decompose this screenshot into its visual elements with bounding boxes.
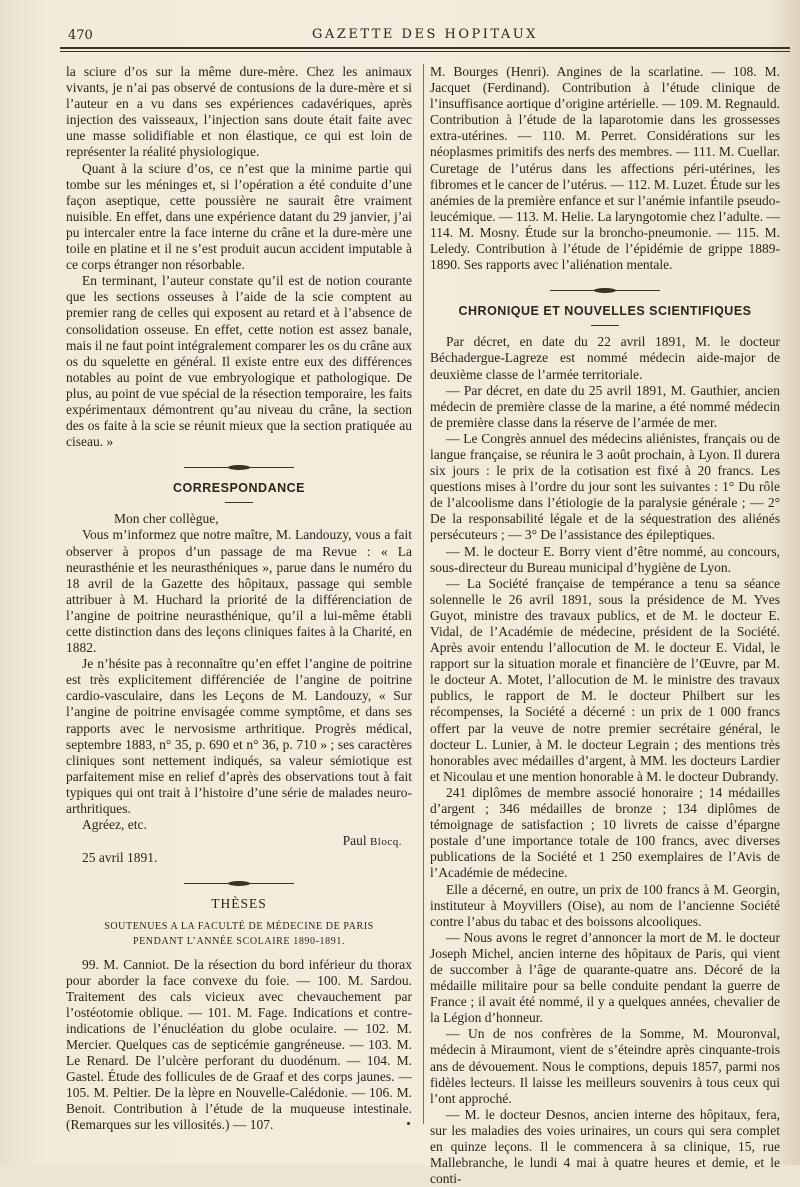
left-column — [66, 64, 412, 1134]
letter-closing: Agréez, etc. — [82, 817, 147, 833]
news-item: — M. le docteur E. Borry vient d’être nommé, au concours, sous-directeur du Bureau municipal d’hygiène de Lyon. — [430, 543, 780, 575]
article-paragraph: En terminant, l’auteur constate qu’il est de notion courante que les sections osseuses à l’aide de la scie comptent au premier rang de celles qui exposent au retard et à l’absence de consolidation osseuse. En effet, cette notion est assez banale, mais il ne faut point intégralement comparer les os du crâne aux os du squelette en général. Il existe entre eux des différences notables au point de vue embryologique et pathologique. De plus, au point de vue spécial de la résection temporaire, les faits expérimentaux démontrent qu’au niveau du crâne, la section des os faite à la scie se réunit mieux que la section pratiquée au ciseau. » — [66, 273, 413, 450]
title-underline — [591, 325, 619, 326]
theses-list: 99. M. Canniot. De la résection du bord inférieur du thorax pour aborder la face convexe du foie. — 100. M. Sardou. Traitement des cals vicieux avec chevauchement par l’ostéotomie oblique. — 101. M. Fage. Indications et contre-indications de l’énucléation du globe oculaire. — 102. M. Mercier. Quelques cas de septicémie gangréneuse. — 103. M. Le Renard. De l’ulcère perforant du duodénum. — 104. M. Gastel. Étude des follicules de de Graaf et des corps jaunes. — 105. M. Peltier. De la lèpre en Nouvelle-Calédonie. — 106. M. Benoit. Contribution à l’étude de la muqueuse intestinale. (Remarques sur les villosités.) — 107. — [66, 956, 412, 1133]
news-item: — Nous avons le regret d’annoncer la mort de M. le docteur Joseph Michel, ancien interne des hôpitaux de Paris, qui vient de succomber à l’âge de quarante-quatre ans. Décoré de la médaille militaire pour sa belle conduite pendant la guerre de France ; il avait été nommé, il y a quelques années, chevalier de la Légion d’honneur. — [430, 929, 780, 1026]
article-paragraph: Quant à la sciure d’os, ce n’est que la minime partie qui tombe sur les méninges et, si l’opération a été conduite d’une façon aseptique, cette poussière ne saurait être vraiment nuisible. En effet, dans une expérience datant du 29 janvier, j’ai pu intercaler entre la face interne du crâne et la dure-mère une toile en platine et il ne s’est produit aucun accident imputable à ce corps étranger non résorbable. — [66, 160, 412, 273]
news-item: Elle a décerné, en outre, un prix de 100 francs à M. Georgin, instituteur à Moyvillers (Oise), au nom de l’ancienne Société contre l’abus du tabac et des boissons alcooliques. — [430, 881, 780, 929]
section-title-chronique: CHRONIQUE ET NOUVELLES SCIENTIFIQUES — [458, 304, 752, 319]
theses-subtitle: SOUTENUES A LA FACULTÉ DE MÉDECINE DE PARIS PENDANT L’ANNÉE SCOLAIRE 1890-1891. — [104, 920, 374, 947]
letter-signature: Paul Blocq. — [342, 833, 402, 849]
page-number: 470 — [68, 28, 93, 43]
article-continuation: la sciure d’os sur la même dure-mère. Chez les animaux vivants, je n’ai pas observé de contusions de la dure-mère et si l’auteur en a vu dans ses expériences cadavériques, après injection des vaisseaux, l’injection sans doute était faite avec une masse solidifiable et non élastique, ce qui est loin de représenter la réalité physiologique. — [66, 64, 412, 160]
column-divider — [423, 64, 424, 1124]
page-dot — [407, 1122, 410, 1125]
news-item: — M. le docteur Desnos, ancien interne des hôpitaux, fera, sur les maladies des voies urinaires, un cours qui sera complet en quinze leçons. Il le commencera à sa clinique, 15, rue Mallebranche, le lundi 4 mai à quatre heures et demie, et le conti- — [430, 1106, 780, 1187]
section-separator — [66, 459, 412, 473]
news-item: — Par décret, en date du 25 avril 1891, M. Gauthier, ancien médecin de première classe de la marine, a été nommé médecin de première classe dans la réserve de l’armée de mer. — [430, 382, 780, 430]
news-item: — La Société française de tempérance a tenu sa séance solennelle le 26 avril 1891, sous la présidence de M. Yves Guyot, ministre des travaux publics, et de M. le docteur E. Vidal, de l’Académie de médecine, président de la Société. Après avoir entendu l’allocution de M. le docteur E. Vidal, le rapport sur la situation morale et financière de l’Œuvre, par M. le docteur A. Motet, l’allocution de M. le ministre des travaux publics, le rapport de M. le docteur Philbert sur les récompenses, la Société a décerné : un prix de 1 000 francs offert par la veuve de notre premier secrétaire général, le docteur L. Lunier, à M. le docteur Legrain ; des mentions très honorables avec médailles d’argent, à MM. les docteurs Lardier et Nicoulau et une mention honorable à M. le docteur Dubrandy. — [430, 575, 780, 784]
header-rule-thin — [60, 51, 790, 52]
section-separator — [430, 282, 780, 296]
right-column — [430, 64, 780, 1187]
section-title-correspondance: CORRESPONDANCE — [172, 481, 305, 496]
letter-salutation: Mon cher collègue, — [114, 511, 219, 527]
letter-paragraph: Vous m’informez que notre maître, M. Landouzy, vous a fait observer à propos d’un passage de ma Revue : « La neurasthénie et les neurasthéniques », parue dans le numéro du 18 avril de la Gazette des hôpitaux, passage qui semble attribuer à M. Huchard la priorité de la différenciation de l’angine de poitrine neurasthénique, qu’il a lui-même établi cette distinction dans des leçons cliniques faites à la Charité, en 1882. — [66, 527, 412, 656]
letter-paragraph: Je n’hésite pas à reconnaître qu’en effet l’angine de poitrine est très explicitement différenciée de l’angine de poitrine cardio-vasculaire, dans les Leçons de M. Landouzy, « Sur l’angine de poitrine envisagée comme symptôme, et dans ses rapports avec le nervosisme arthritique. Progrès médical, septembre 1883, n° 35, p. 690 et n° 36, p. 710 » ; ses caractères cliniques sont nettement indiqués, sa valeur sémiotique est parfaitement mise en relief d’après des observations tout à fait typiques qui ont trait à l’histoire d’une série de malades neuro-arthritiques. — [66, 656, 412, 817]
news-item: Par décret, en date du 22 avril 1891, M. le docteur Béchadergue-Lagreze est nommé médecin aide-major de deuxième classe de l’armée territoriale. — [430, 334, 780, 382]
title-underline — [225, 502, 253, 503]
letter-date: 25 avril 1891. — [82, 850, 158, 866]
header-rule — [60, 47, 790, 49]
section-title-theses: THÈSES — [211, 896, 267, 912]
section-separator — [66, 875, 412, 889]
news-item: 241 diplômes de membre associé honoraire ; 14 médailles d’argent ; 346 médailles de bronze ; 134 diplômes de témoignage de satisfaction ; 10 livrets de caisse d’épargne postale d’une importance totale de 100 francs, avec diverses publications de la Société et 1 250 exemplaires de l’Avis de l’Académie de médecine. — [430, 784, 780, 881]
theses-list-continuation: M. Bourges (Henri). Angines de la scarlatine. — 108. M. Jacquet (Ferdinand). Contribution à l’étude clinique de l’insuffisance aortique d’origine artérielle. — 109. M. Regnauld. Contribution à l’étude de la laparotomie dans les grossesses extra-utérines. — 110. M. Perret. Considérations sur les néoplasmes primitifs des nerfs des membres. — 111. M. Cuellar. Curetage de l’utérus dans les affections péri-utérines, les fibromes et le cancer de l’utérus. — 112. M. Luzet. Étude sur les anémies de la première enfance et sur l’anémie infantile pseudo-leucémique. — 113. M. Helie. La laryngotomie chez l’adulte. — 114. M. Mosny. Étude sur la broncho-pneumonie. — 115. M. Leledy. Contribution à l’étude de l’épidémie de grippe 1889-1890. Ses rapports avec l’aliénation mentale. — [430, 64, 780, 273]
page-header — [60, 24, 790, 54]
journal-title: GAZETTE DES HOPITAUX — [312, 27, 538, 42]
news-item: — Un de nos confrères de la Somme, M. Mouronval, médecin à Miraumont, vient de s’éteindre après cinquante-trois ans de dévouement. Nous le comptions, depuis 1857, parmi nos fidèles lecteurs. Il laisse les meilleurs souvenirs à tous ceux qui l’ont approché. — [430, 1026, 780, 1106]
news-item: — Le Congrès annuel des médecins aliénistes, français ou de langue française, se réunira le 3 août prochain, à Lyon. Il durera six jours : le prix de la cotisation est fixé à 20 francs. Les questions mises à l’ordre du jour sont les suivantes : 1° Du rôle de l’alcoolisme dans l’étiologie de la paralysie générale ; — 2° De la responsabilité légale et de la séquestration des aliénés persécuteurs ; — 3° De l’assistance des épileptiques. — [430, 430, 780, 543]
